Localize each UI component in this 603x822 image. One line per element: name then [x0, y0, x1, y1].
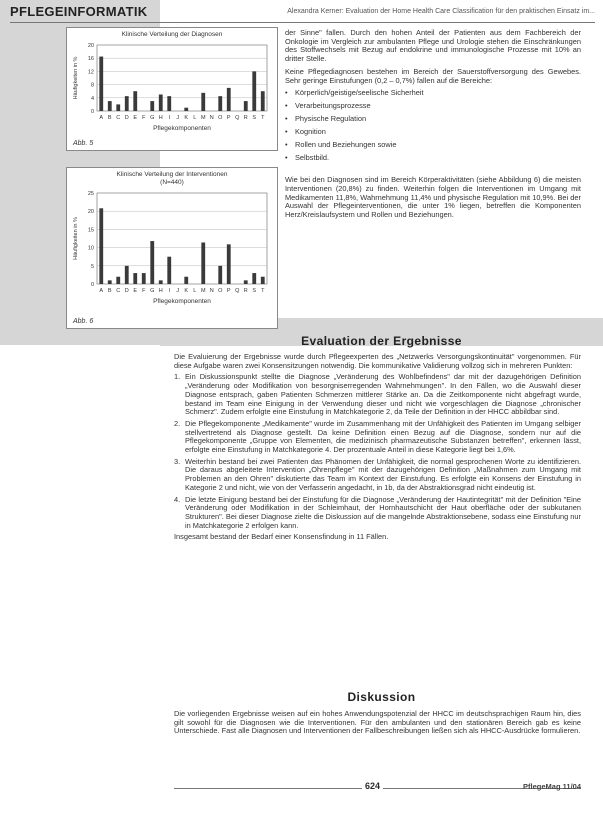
x-tick-label: D: [124, 288, 129, 294]
bar: [252, 273, 256, 284]
y-axis-label: Häufigkeiten in %: [73, 217, 79, 260]
discussion-body: [174, 710, 581, 739]
x-axis-label: Pflegekomponenten: [153, 125, 211, 132]
list-item: [174, 458, 581, 493]
figure-interventions-chart: [66, 167, 278, 329]
bar-chart-svg: [67, 39, 277, 139]
bar: [99, 208, 103, 284]
x-tick-label: Q: [235, 115, 240, 121]
bar: [244, 280, 248, 284]
bullet-item: • Kognition: [285, 128, 581, 137]
bar: [244, 101, 248, 111]
figure-label: Abb. 5: [73, 140, 94, 147]
bar: [261, 91, 265, 111]
figure-label: Abb. 6: [73, 318, 94, 325]
list-item: [174, 420, 581, 455]
paragraph: Die Evaluierung der Ergebnisse wurde durch Pflegeexperten des „Netzwerks Versorgungskontinuität" vorgenommen. Für diese Aufgabe waren zwei Konsensitzungen notwendig. Die kommunikative Validierung vollzog sich in mehreren Punkten:: [174, 352, 581, 370]
x-tick-label: F: [142, 288, 146, 294]
chart-title: Klinische Verteilung der Diagnosen: [121, 31, 223, 38]
x-tick-label: J: [176, 115, 180, 121]
chart-title: Klinische Verteilung der Interventionen: [116, 171, 228, 178]
list-item: [174, 496, 581, 531]
bar: [167, 257, 171, 284]
x-tick-label: G: [150, 115, 155, 121]
brand-title: PFLEGEINFORMATIK: [10, 4, 148, 19]
bar: [150, 101, 154, 111]
bar: [227, 88, 231, 111]
page-header: [10, 4, 595, 23]
bar: [133, 273, 137, 284]
x-tick-label: N: [209, 288, 214, 294]
x-tick-label: C: [116, 288, 121, 294]
y-tick-label: 25: [87, 191, 94, 197]
bar: [150, 241, 154, 284]
x-tick-label: A: [99, 288, 104, 294]
x-tick-label: L: [193, 115, 197, 121]
x-tick-label: M: [200, 115, 206, 121]
bar: [167, 96, 171, 111]
list-number: 3.: [174, 456, 181, 466]
bar: [159, 95, 163, 112]
bar: [108, 101, 112, 111]
x-tick-label: B: [107, 288, 112, 294]
x-tick-label: R: [243, 288, 248, 294]
x-axis-label: Pflegekomponenten: [153, 298, 211, 305]
section-heading-discussion: Diskussion: [347, 690, 416, 704]
bar: [201, 243, 205, 284]
x-tick-label: D: [124, 115, 129, 121]
y-tick-label: 0: [90, 282, 94, 288]
journal-label: PflegeMag 11/04: [523, 782, 581, 791]
chart-subtitle: (N=440): [160, 179, 184, 186]
list-number: 4.: [174, 494, 181, 504]
y-tick-label: 15: [87, 227, 94, 234]
x-tick-label: T: [261, 288, 265, 294]
x-tick-label: H: [158, 288, 163, 294]
bar: [108, 280, 112, 284]
bar: [99, 57, 103, 111]
x-tick-label: K: [184, 288, 189, 294]
bullet-item: • Physische Regulation: [285, 115, 581, 124]
x-tick-label: H: [158, 115, 163, 121]
bar-chart-svg: [67, 187, 277, 312]
bar: [218, 96, 222, 111]
bullet-item: • Körperlich/geistige/seelische Sicherheit: [285, 89, 581, 98]
x-tick-label: N: [209, 115, 214, 121]
bar: [227, 244, 231, 284]
evaluation-body: [174, 353, 581, 545]
y-tick-label: 16: [87, 56, 94, 63]
y-tick-label: 10: [87, 245, 94, 252]
bar: [125, 96, 129, 111]
x-tick-label: F: [142, 115, 146, 121]
numbered-list: [174, 373, 581, 530]
list-number: 1.: [174, 372, 181, 382]
y-axis-label: Häufigkeiten in %: [73, 56, 79, 100]
paragraph: Keine Pflegediagnosen bestehen im Bereich der Sauerstoffversorgung des Gewebes. Sehr geringe Einstufungen (0,2 – 0,7%) fallen auf die Bereiche:: [285, 66, 581, 85]
paragraph: der Sinne" fallen. Durch den hohen Anteil der Patienten aus dem Fachbereich der Onkologie im Vergleich zur ambulanten Pflege und Urologie stehen die Einschränkungen des Stoffwechsels mit Bezug auf endokrine und immunologische Prozesse mit 10% an dritter Stelle.: [285, 28, 581, 64]
bullet-list: [285, 89, 581, 162]
bar: [116, 104, 120, 111]
x-tick-label: B: [107, 115, 112, 121]
x-tick-label: P: [226, 288, 231, 294]
list-item-text: Die Pflegekomponente „Medikamente" wurde im Zusammenhang mit der Unfähigkeit des Patienten im Umgang selbiger stellvertretend als Diagnose gestellt. Da keine Definition einen Bezug auf die Diagnose, sondern nur auf die Pflegekomponente „Gruppe von Elementen, die medizinisch pharmazeutische Substanzen betreffen", erkennen lässt, erfolgte eine Einstufung in Matchkategorie 4. Der prozentuale Anteil in diese Kategorie liegt bei 1,6%.: [185, 418, 581, 455]
y-tick-label: 0: [90, 109, 94, 115]
x-tick-label: Q: [235, 288, 240, 294]
bar: [159, 280, 163, 284]
x-tick-label: E: [133, 115, 138, 121]
y-tick-label: 5: [90, 263, 94, 270]
bullet-item: • Rollen und Beziehungen sowie: [285, 141, 581, 150]
list-item-text: Ein Diskussionspunkt stellte die Diagnose „Veränderung des Wohlbefindens" dar mit der dazugehörigen Definition „Veränderung oder Modifikation von besorgniserregenden Wahrnehmungen". In den Fällen, wo die Auswahl dieser Diagnose entsprach, gaben Patienten Schmerzen mittlerer Stärke an. Da die Zeitkomponente nicht abgefragt wurde, bestand im Team eine Einigung in der Verwendung dieser und nicht wie vorgeschlagen die Diagnose „chronischer Schmerz". Zudem erfolgte eine Einstufung in Matchkategorie 2, da Teile der Definition in der HHCC abbildbar sind.: [185, 372, 581, 417]
list-item-text: Weiterhin bestand bei zwei Patienten das Phänomen der Unfähigkeit, die normal gesprochenen Worte zu identifizieren. Die daraus abgeleitete Intervention „Ohrenpflege" mit der dazugehörigen Definition „Maßnahmen zum Umgang mit Problemen an den Ohren" diskutierte das Team im Kontext der Einstufung. Es erfolgte ein Konsens der Einstufung in Kategorie 2 und nicht, wie von der Verfasserin angedacht, in 1b, da der Abstraktionsgrad nicht eindeutig ist.: [185, 456, 581, 492]
bar: [184, 108, 188, 111]
running-title: Alexandra Kerner: Evaluation der Home Health Care Classification für den praktischen Einsatz im...: [287, 8, 595, 15]
y-tick-label: 20: [87, 209, 94, 216]
bar: [116, 277, 120, 284]
bar: [142, 273, 146, 284]
x-tick-label: O: [218, 115, 223, 121]
y-tick-label: 8: [90, 82, 94, 89]
x-tick-label: S: [252, 288, 257, 294]
paragraph: Die vorliegenden Ergebnisse weisen auf ein hohes Anwendungspotenzial der HHCC im deutschsprachigen Raum hin, dies gilt sowohl für die Diagnosen wie die Interventionen. Für den ambulanten und den stationären Bereich gab es keine Unterschiede. Fast alle Diagnosen und Interventionen der Fallbeschreibungen ließen sich als HHCC-Ausdrücke formulieren.: [174, 709, 581, 736]
section-heading-evaluation: Evaluation der Ergebnisse: [301, 334, 462, 348]
x-tick-label: K: [184, 115, 189, 121]
bar: [261, 277, 265, 284]
x-tick-label: P: [226, 115, 231, 121]
y-tick-label: 12: [87, 69, 94, 76]
y-tick-label: 20: [87, 43, 94, 49]
x-tick-label: M: [200, 288, 206, 294]
list-item-text: Die letzte Einigung bestand bei der Einstufung für die Diagnose „Veränderung der Hautintegrität" mit der Definition "Eine Veränderung oder Modifikation in der Schleimhaut, der Hornhautschicht der Haut oberfläche oder der subkutanen Strukturen". Bei dieser Diagnose zielte die Diskussion auf die mangelnde Abstraktionsebene, sodass eine Einstufung nur in Matchkategorie 2 erfolgen kann.: [185, 494, 581, 530]
x-tick-label: C: [116, 115, 121, 121]
bar: [125, 266, 129, 284]
paragraph: Insgesamt bestand der Bedarf einer Konsensfindung in 11 Fällen.: [174, 532, 389, 542]
x-tick-label: L: [193, 288, 197, 294]
x-tick-label: A: [99, 115, 104, 121]
bar: [252, 71, 256, 111]
right-column-text: [285, 29, 581, 224]
bar: [184, 277, 188, 284]
x-tick-label: I: [168, 115, 171, 121]
list-number: 2.: [174, 418, 181, 428]
x-tick-label: S: [252, 115, 257, 121]
list-item: [174, 373, 581, 417]
plot-area: [97, 193, 267, 284]
plot-area: [97, 45, 267, 111]
x-tick-label: I: [168, 288, 171, 294]
x-tick-label: R: [243, 115, 248, 121]
x-tick-label: G: [150, 288, 155, 294]
page-number: 624: [362, 781, 383, 791]
paragraph: Wie bei den Diagnosen sind im Bereich Körperaktivitäten (siehe Abbildung 6) die meisten Interventionen (20,8%) zu finden. Weiterhin folgen die Interventionen im Umgang mit Medikamenten 11,8%, Wahrnehmung 11,4% und physische Regulation mit 10,9%. Bei der Auswahl der Pflegeinterventionen, die unter 1% liegen, betreffen die Komponenten Herz/Kreislaufsystem und Rollen und Beziehungen.: [285, 175, 581, 220]
x-tick-label: J: [176, 288, 180, 294]
figure-diagnoses-chart: [66, 27, 278, 151]
x-tick-label: E: [133, 288, 138, 294]
bullet-item: • Selbstbild.: [285, 154, 581, 163]
bar: [218, 266, 222, 284]
bar: [201, 93, 205, 111]
x-tick-label: T: [261, 115, 265, 121]
y-tick-label: 4: [90, 95, 94, 102]
bullet-item: • Verarbeitungsprozesse: [285, 102, 581, 111]
bar: [133, 91, 137, 111]
x-tick-label: O: [218, 288, 223, 294]
